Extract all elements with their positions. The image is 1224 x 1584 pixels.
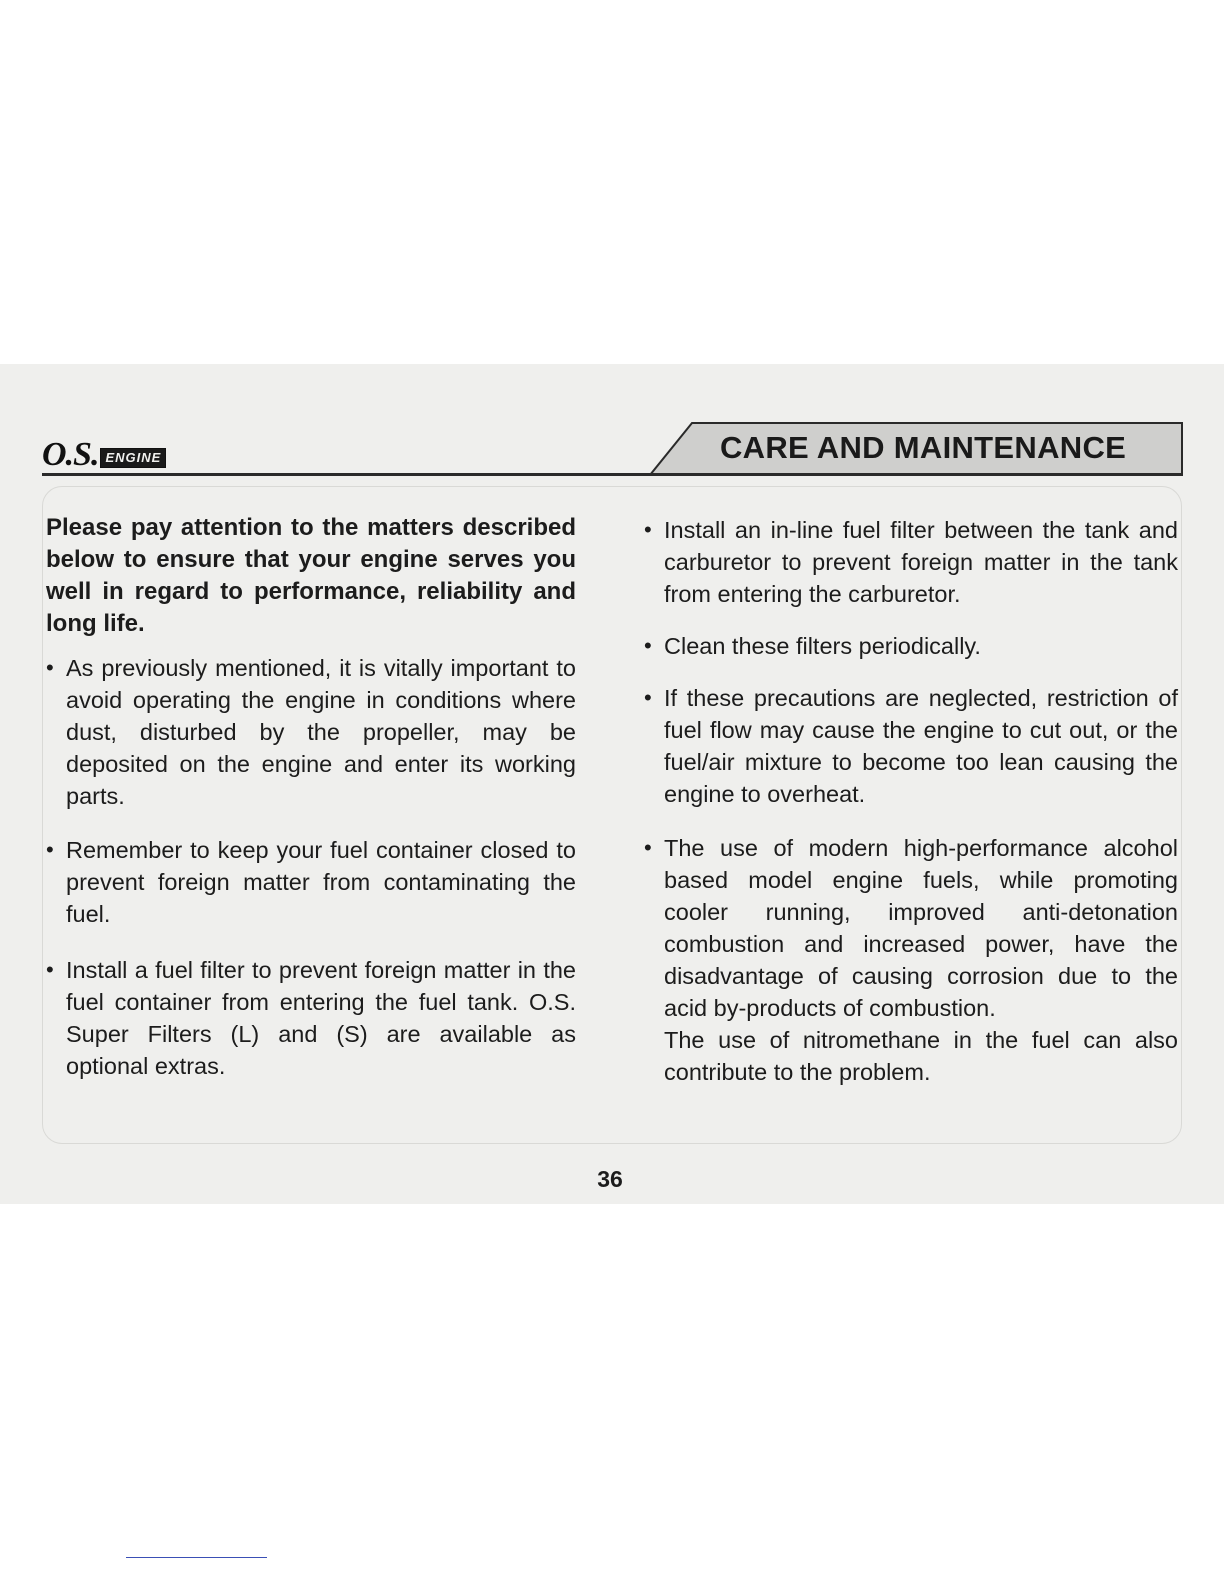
list-item-text: Remember to keep your fuel container closed to prevent foreign matter from contaminating the fuel.: [66, 837, 576, 927]
list-item-text: As previously mentioned, it is vitally important to avoid operating the engine in conditions where dust, disturbed by the propeller, may be deposited on the engine and enter its working parts.: [66, 655, 576, 809]
page-title: CARE AND MAINTENANCE: [720, 430, 1127, 465]
logo-engine-text: ENGINE: [100, 448, 166, 468]
header-divider: [42, 473, 1182, 476]
list-item-text: If these precautions are neglected, restriction of fuel flow may cause the engine to cut out, or the fuel/air mixture to become too lean causing the engine to overheat.: [664, 685, 1178, 807]
bullet-icon: •: [644, 633, 652, 658]
bullet-icon: •: [644, 517, 652, 542]
page-number: 36: [597, 1166, 623, 1192]
bullet-icon: •: [46, 957, 54, 982]
bullet-icon: •: [46, 655, 54, 680]
right-column: [644, 514, 1178, 1088]
bottom-rule: [126, 1557, 267, 1558]
list-item: [644, 514, 1178, 610]
bullet-icon: •: [644, 835, 652, 860]
list-item: [644, 682, 1178, 810]
closing-note: The use of nitromethane in the fuel can also contribute to the problem.: [664, 1027, 1178, 1085]
list-item-text: Install an in-line fuel filter between the tank and carburetor to prevent foreign matter in the tank from entering the carburetor.: [664, 517, 1178, 607]
os-engine-logo: [42, 438, 166, 472]
list-item-text: Install a fuel filter to prevent foreign matter in the fuel container from entering the fuel tank. O.S. Super Filters (L) and (S) are available as optional extras.: [66, 957, 576, 1079]
logo-os-text: O.S.: [42, 436, 99, 473]
bullet-icon: •: [46, 837, 54, 862]
list-item: [644, 630, 1178, 662]
list-item-text: The use of modern high-performance alcohol based model engine fuels, while promoting cooler running, improved anti-detonation combustion and increased power, have the disadvantage of causing corrosion due to the acid by-products of combustion.: [664, 835, 1178, 1021]
intro-paragraph: Please pay attention to the matters described below to ensure that your engine serves you well in regard to performance, reliability and long life.: [46, 514, 576, 637]
left-column: [46, 512, 576, 1082]
list-item: [46, 652, 576, 812]
list-item: [46, 954, 576, 1082]
list-item-text: Clean these filters periodically.: [664, 633, 981, 659]
list-item: [644, 832, 1178, 1088]
section-title-tab: [650, 420, 1184, 476]
bullet-icon: •: [644, 685, 652, 710]
list-item: [46, 834, 576, 930]
list-item-body: [664, 832, 1178, 1088]
